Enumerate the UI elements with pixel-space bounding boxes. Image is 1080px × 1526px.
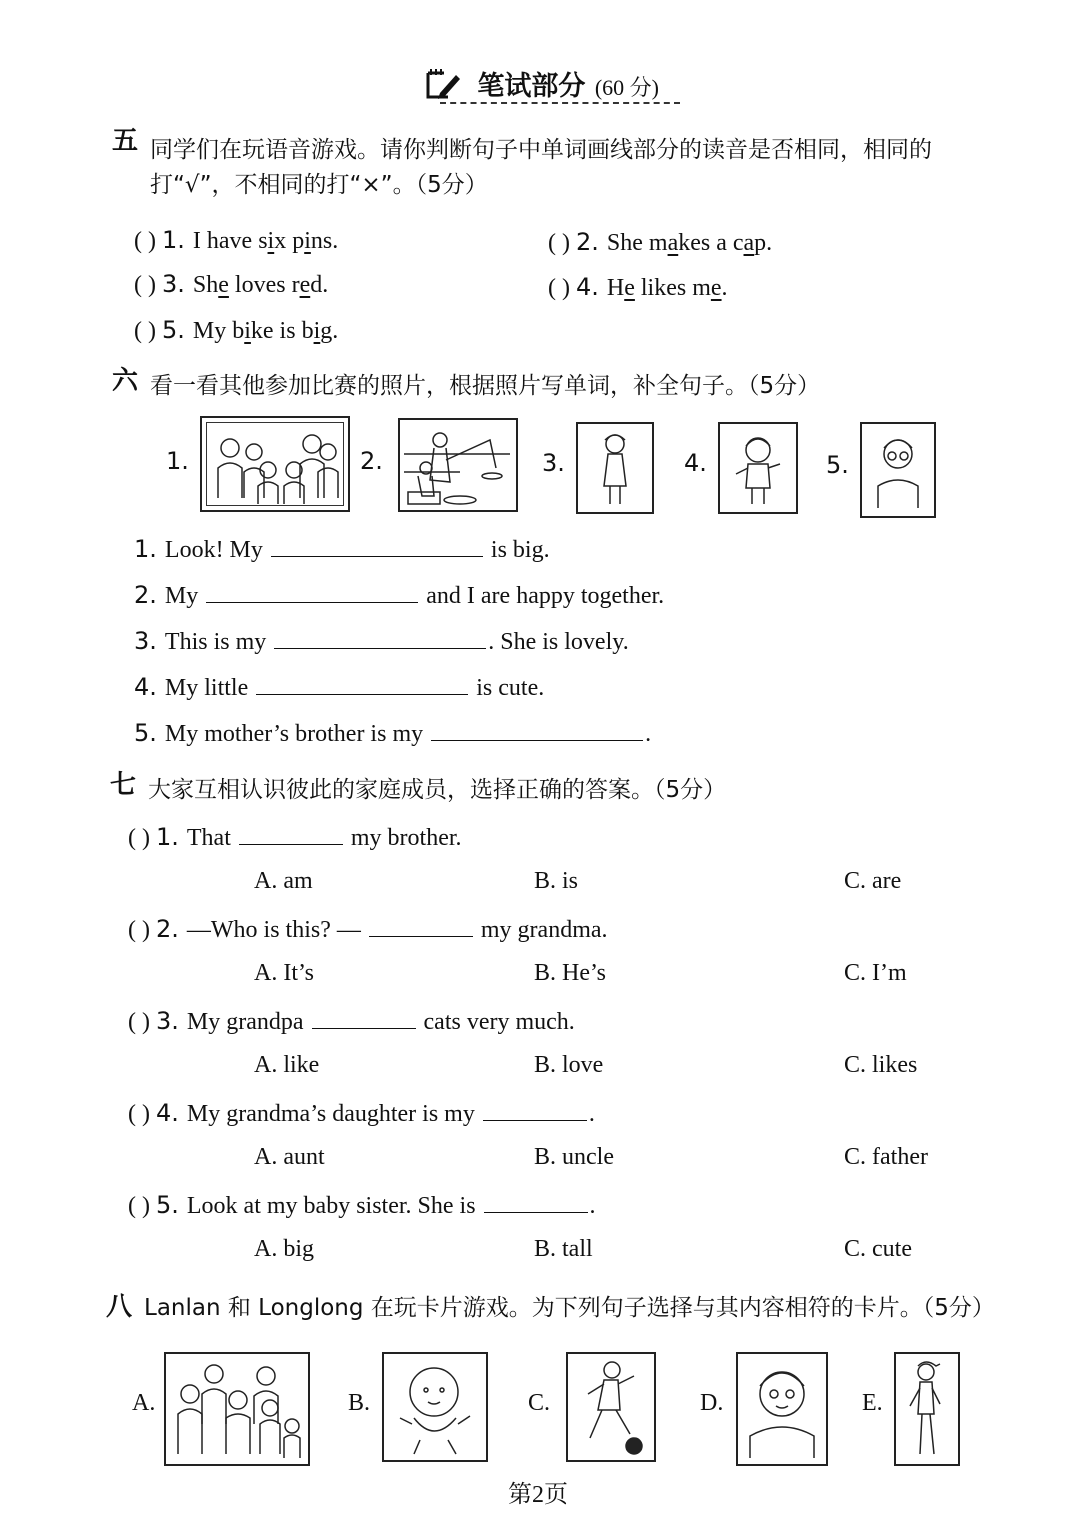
sentence-start: Look! My xyxy=(164,537,263,563)
question-number: 2. xyxy=(155,915,179,943)
answer-paren[interactable]: ( ) xyxy=(548,230,570,256)
card-label-e: E. xyxy=(862,1390,883,1416)
fishing-photo xyxy=(398,418,518,512)
answer-paren[interactable]: ( ) xyxy=(128,1101,150,1127)
sentence-number: 5. xyxy=(134,719,157,747)
sentence-part: H xyxy=(606,275,625,301)
answer-option[interactable]: A. aunt xyxy=(254,1144,325,1170)
family-photo xyxy=(200,416,350,512)
sentence-start: My mother’s brother is my xyxy=(164,721,424,747)
sentence-start: My xyxy=(164,583,199,609)
answer-blank[interactable] xyxy=(369,914,473,937)
item-number: 1. xyxy=(161,226,185,254)
sentence-part: p. xyxy=(754,230,773,256)
family-group-icon xyxy=(202,418,348,510)
answer-paren[interactable]: ( ) xyxy=(134,272,156,298)
answer-option[interactable]: B. tall xyxy=(534,1236,593,1262)
answer-option[interactable]: A. like xyxy=(254,1052,320,1078)
answer-option[interactable]: A. big xyxy=(254,1236,314,1262)
sentence-part: kes a c xyxy=(678,230,744,256)
question-end: my brother. xyxy=(350,825,462,851)
sentence-start: My little xyxy=(164,675,249,701)
photo-label-3: 3. xyxy=(542,449,565,477)
answer-paren[interactable]: ( ) xyxy=(548,275,570,301)
sentence-part: She m xyxy=(606,230,668,256)
answer-blank[interactable] xyxy=(256,672,468,695)
section-5-number: 五 xyxy=(112,126,139,156)
question-number: 4. xyxy=(155,1099,179,1127)
question-end: cats very much. xyxy=(423,1009,575,1035)
sentence-part: Sh xyxy=(192,272,219,298)
section-points: (60 分) xyxy=(594,75,659,100)
answer-paren[interactable]: ( ) xyxy=(128,825,150,851)
photo-label-4: 4. xyxy=(684,449,707,477)
sentence-number: 3. xyxy=(134,627,157,655)
answer-option[interactable]: C. likes xyxy=(844,1052,918,1078)
section-7-number: 七 xyxy=(110,770,137,800)
item-sentence xyxy=(607,230,772,256)
photo-label-5: 5. xyxy=(826,451,849,479)
fill-sentence xyxy=(134,718,651,748)
question-start: That xyxy=(186,825,231,851)
football-player-icon xyxy=(568,1354,654,1460)
sentence-part: d. xyxy=(310,272,329,298)
sentence-part: I have s xyxy=(192,228,268,254)
question-end: . xyxy=(589,1193,596,1219)
fill-sentence xyxy=(134,534,550,564)
sentence-number: 4. xyxy=(134,673,157,701)
question-start: My grandma’s daughter is my xyxy=(186,1101,475,1127)
question-number: 3. xyxy=(155,1007,179,1035)
sentence-part: . xyxy=(721,275,728,301)
card-b-baby xyxy=(382,1352,488,1462)
question-end: my grandma. xyxy=(480,917,608,943)
sentence-part: x p xyxy=(274,228,305,254)
fill-sentence xyxy=(134,580,664,610)
item-sentence xyxy=(193,272,328,298)
card-e-girl xyxy=(894,1352,960,1466)
sentence-end: . She is lovely. xyxy=(488,629,629,655)
title-divider xyxy=(440,102,680,104)
card-label-b: B. xyxy=(348,1390,371,1416)
item-number: 2. xyxy=(575,228,599,256)
pronunciation-item xyxy=(134,226,338,255)
underlined-letter: e xyxy=(624,275,635,301)
sentence-part: g. xyxy=(320,318,339,344)
sentence-number: 1. xyxy=(134,535,157,563)
photo-label-2: 2. xyxy=(360,447,383,475)
section-5-instruction-2: 打“√”，不相同的打“×”。（5分） xyxy=(150,172,488,198)
baby-icon xyxy=(384,1354,486,1460)
underlined-letter: i xyxy=(267,228,275,254)
answer-blank[interactable] xyxy=(431,718,643,741)
section-6-number: 六 xyxy=(112,366,139,396)
sentence-end: is cute. xyxy=(476,675,545,701)
section-title: 笔试部分 xyxy=(477,71,586,102)
fill-sentence xyxy=(134,672,544,702)
photo-label-1: 1. xyxy=(166,447,189,475)
section-8-instruction: Lanlan 和 Longlong 在玩卡片游戏。为下列句子选择与其内容相符的卡片。（5分） xyxy=(144,1295,995,1321)
sentence-number: 2. xyxy=(134,581,157,609)
answer-paren[interactable]: ( ) xyxy=(128,917,150,943)
section-8-number: 八 xyxy=(106,1292,133,1322)
answer-option[interactable]: C. cute xyxy=(844,1236,912,1262)
choice-question xyxy=(128,914,608,944)
fill-sentence xyxy=(134,626,629,656)
item-sentence xyxy=(193,318,338,344)
answer-option[interactable]: C. I’m xyxy=(844,960,907,986)
answer-option[interactable]: B. is xyxy=(534,868,579,894)
item-number: 4. xyxy=(575,273,599,301)
choice-question xyxy=(128,1006,575,1036)
boy-icon xyxy=(720,424,796,512)
answer-blank[interactable] xyxy=(206,580,418,603)
answer-paren[interactable]: ( ) xyxy=(134,228,156,254)
sentence-end: and I are happy together. xyxy=(426,583,665,609)
answer-option[interactable]: A. am xyxy=(254,868,313,894)
sentence-part: likes m xyxy=(634,275,711,301)
card-label-a: A. xyxy=(132,1390,156,1416)
answer-blank[interactable] xyxy=(271,534,483,557)
underlined-letter: e xyxy=(710,275,722,301)
sentence-end: . xyxy=(645,721,652,747)
fishing-icon xyxy=(400,420,516,510)
item-number: 3. xyxy=(161,270,185,298)
question-number: 5. xyxy=(155,1191,179,1219)
big-family-icon xyxy=(166,1354,308,1464)
card-a-family xyxy=(164,1352,310,1466)
section-7-instruction: 大家互相认识彼此的家庭成员，选择正确的答案。（5分） xyxy=(148,777,727,803)
answer-option[interactable]: C. father xyxy=(844,1144,928,1170)
sentence-part: loves r xyxy=(228,272,300,298)
question-end: . xyxy=(588,1101,595,1127)
underlined-letter: i xyxy=(304,228,311,254)
answer-paren[interactable]: ( ) xyxy=(128,1009,150,1035)
answer-option[interactable]: A. It’s xyxy=(254,960,314,986)
item-sentence xyxy=(607,275,728,301)
pronunciation-item xyxy=(134,316,338,345)
question-number: 1. xyxy=(155,823,179,851)
card-label-d: D. xyxy=(700,1390,724,1416)
pronunciation-item xyxy=(134,270,328,299)
man-glasses-icon xyxy=(862,424,934,516)
question-start: —Who is this? — xyxy=(186,917,361,943)
card-label-c: C. xyxy=(528,1390,551,1416)
section-6-instruction: 看一看其他参加比赛的照片，根据照片写单词，补全句子。（5分） xyxy=(150,373,821,399)
choice-question xyxy=(128,822,462,852)
section-5-instruction-1: 同学们在玩语音游戏。请你判断句子中单词画线部分的读音是否相同，相同的 xyxy=(150,137,932,163)
sentence-part: My b xyxy=(192,318,245,344)
man-photo xyxy=(860,422,936,518)
boy-photo xyxy=(718,422,798,514)
card-d-grandma xyxy=(736,1352,828,1466)
choice-question xyxy=(128,1190,596,1220)
underlined-letter: a xyxy=(743,230,755,256)
underlined-letter: i xyxy=(244,318,251,344)
answer-option[interactable]: B. love xyxy=(534,1052,604,1078)
underlined-letter: a xyxy=(667,230,679,256)
answer-blank[interactable] xyxy=(483,1098,587,1121)
answer-paren[interactable]: ( ) xyxy=(128,1193,150,1219)
tall-girl-icon xyxy=(896,1354,958,1464)
sentence-start: This is my xyxy=(164,629,267,655)
sentence-part: ns. xyxy=(310,228,339,254)
answer-paren[interactable]: ( ) xyxy=(134,318,156,344)
answer-blank[interactable] xyxy=(484,1190,588,1213)
question-start: My grandpa xyxy=(186,1009,304,1035)
question-start: Look at my baby sister. She is xyxy=(186,1193,476,1219)
answer-blank[interactable] xyxy=(239,822,343,845)
underlined-letter: e xyxy=(218,272,229,298)
page-number: 第2页 xyxy=(508,1482,568,1508)
item-number: 5. xyxy=(161,316,185,344)
pronunciation-item xyxy=(548,273,728,302)
answer-option[interactable]: B. He’s xyxy=(534,960,606,986)
underlined-letter: i xyxy=(313,318,321,344)
answer-blank[interactable] xyxy=(274,626,486,649)
answer-option[interactable]: B. uncle xyxy=(534,1144,614,1170)
card-c-football xyxy=(566,1352,656,1462)
sentence-end: is big. xyxy=(490,537,550,563)
item-sentence xyxy=(193,228,338,254)
pronunciation-item xyxy=(548,228,772,257)
girl-icon xyxy=(578,424,652,512)
answer-blank[interactable] xyxy=(312,1006,416,1029)
girl-photo xyxy=(576,422,654,514)
sentence-part: ke is b xyxy=(250,318,314,344)
grandma-icon xyxy=(738,1354,826,1464)
answer-option[interactable]: C. are xyxy=(844,868,902,894)
underlined-letter: e xyxy=(299,272,311,298)
choice-question xyxy=(128,1098,595,1128)
